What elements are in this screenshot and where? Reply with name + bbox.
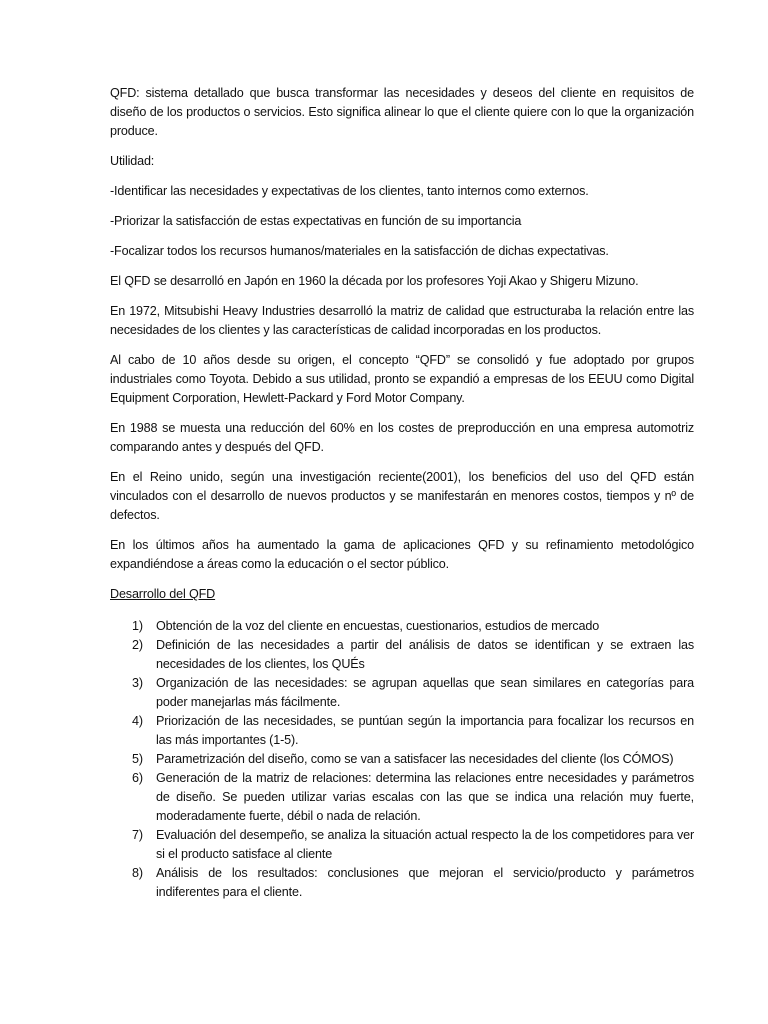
paragraph-1988-reduction: En 1988 se muesta una reducción del 60% en los costes de preproducción en una empresa automotriz comparando antes y después del QFD. <box>110 421 694 454</box>
list-item <box>110 750 694 769</box>
list-item <box>110 769 694 826</box>
paragraph-utilidad-label: Utilidad: <box>110 154 155 168</box>
list-item-text: Evaluación del desempeño, se analiza la situación actual respecto la de los competidores para ver si el producto satisface al cliente <box>156 828 694 861</box>
list-item-number: 2) <box>132 638 143 652</box>
paragraph-origin-japan: El QFD se desarrolló en Japón en 1960 la década por los profesores Yoji Akao y Shigeru Mizuno. <box>110 274 639 288</box>
list-item <box>110 617 694 636</box>
paragraph-recent-years: En los últimos años ha aumentado la gama de aplicaciones QFD y su refinamiento metodológico expandiéndose a áreas como la educación o el sector público. <box>110 538 694 571</box>
list-item-text: Análisis de los resultados: conclusiones que mejoran el servicio/producto y parámetros indiferentes para el cliente. <box>156 866 694 899</box>
section-heading-desarrollo: Desarrollo del QFD <box>110 587 216 601</box>
list-item-text: Parametrización del diseño, como se van a satisfacer las necesidades del cliente (los CÓMOS) <box>156 752 674 766</box>
list-item <box>110 712 694 750</box>
paragraph-utilidad-item-3: -Focalizar todos los recursos humanos/materiales en la satisfacción de dichas expectativas. <box>110 244 609 258</box>
list-item-number: 5) <box>132 752 143 766</box>
document-page <box>110 84 694 902</box>
paragraph-qfd-definition: QFD: sistema detallado que busca transformar las necesidades y deseos del cliente en requisitos de diseño de los productos o servicios. Esto significa alinear lo que el cliente quiere con lo que la organización produce. <box>110 86 694 138</box>
list-item-number: 7) <box>132 828 143 842</box>
list-item <box>110 674 694 712</box>
list-item-text: Generación de la matriz de relaciones: determina las relaciones entre necesidades y parámetros de diseño. Se pueden utilizar varias escalas con las que se indica una relación muy fuerte, moderadamente fuerte, débil o nada de relación. <box>156 771 694 823</box>
paragraph-utilidad-item-2: -Priorizar la satisfacción de estas expectativas en función de su importancia <box>110 214 522 228</box>
list-item-text: Obtención de la voz del cliente en encuestas, cuestionarios, estudios de mercado <box>156 619 600 633</box>
list-item <box>110 826 694 864</box>
list-item-number: 3) <box>132 676 143 690</box>
list-item-text: Organización de las necesidades: se agrupan aquellas que sean similares en categorías para poder manejarlas más fácilmente. <box>156 676 694 709</box>
list-item-number: 6) <box>132 771 143 785</box>
paragraph-mitsubishi-1972: En 1972, Mitsubishi Heavy Industries desarrolló la matriz de calidad que estructuraba la relación entre las necesidades de los clientes y las características de calidad incorporadas en los productos. <box>110 304 694 337</box>
list-item-text: Priorización de las necesidades, se puntúan según la importancia para focalizar los recursos en las más importantes (1-5). <box>156 714 694 747</box>
list-item-number: 1) <box>132 619 143 633</box>
paragraph-reino-unido: En el Reino unido, según una investigación reciente(2001), los beneficios del uso del QFD están vinculados con el desarrollo de nuevos productos y se manifestarán en menores costos, tiempos y nº de defectos. <box>110 470 694 522</box>
list-item <box>110 864 694 902</box>
list-item-number: 8) <box>132 866 143 880</box>
list-item-text: Definición de las necesidades a partir del análisis de datos se identifican y se extraen las necesidades de los clientes, los QUÉs <box>156 638 694 671</box>
steps-list <box>110 617 694 902</box>
paragraph-utilidad-item-1: -Identificar las necesidades y expectativas de los clientes, tanto internos como externos. <box>110 184 589 198</box>
list-item <box>110 636 694 674</box>
list-item-number: 4) <box>132 714 143 728</box>
paragraph-expansion: Al cabo de 10 años desde su origen, el concepto “QFD” se consolidó y fue adoptado por grupos industriales como Toyota. Debido a sus utilidad, pronto se expandió a empresas de los EEUU como Digital Equipment Corporation, Hewlett-Packard y Ford Motor Company. <box>110 353 694 405</box>
